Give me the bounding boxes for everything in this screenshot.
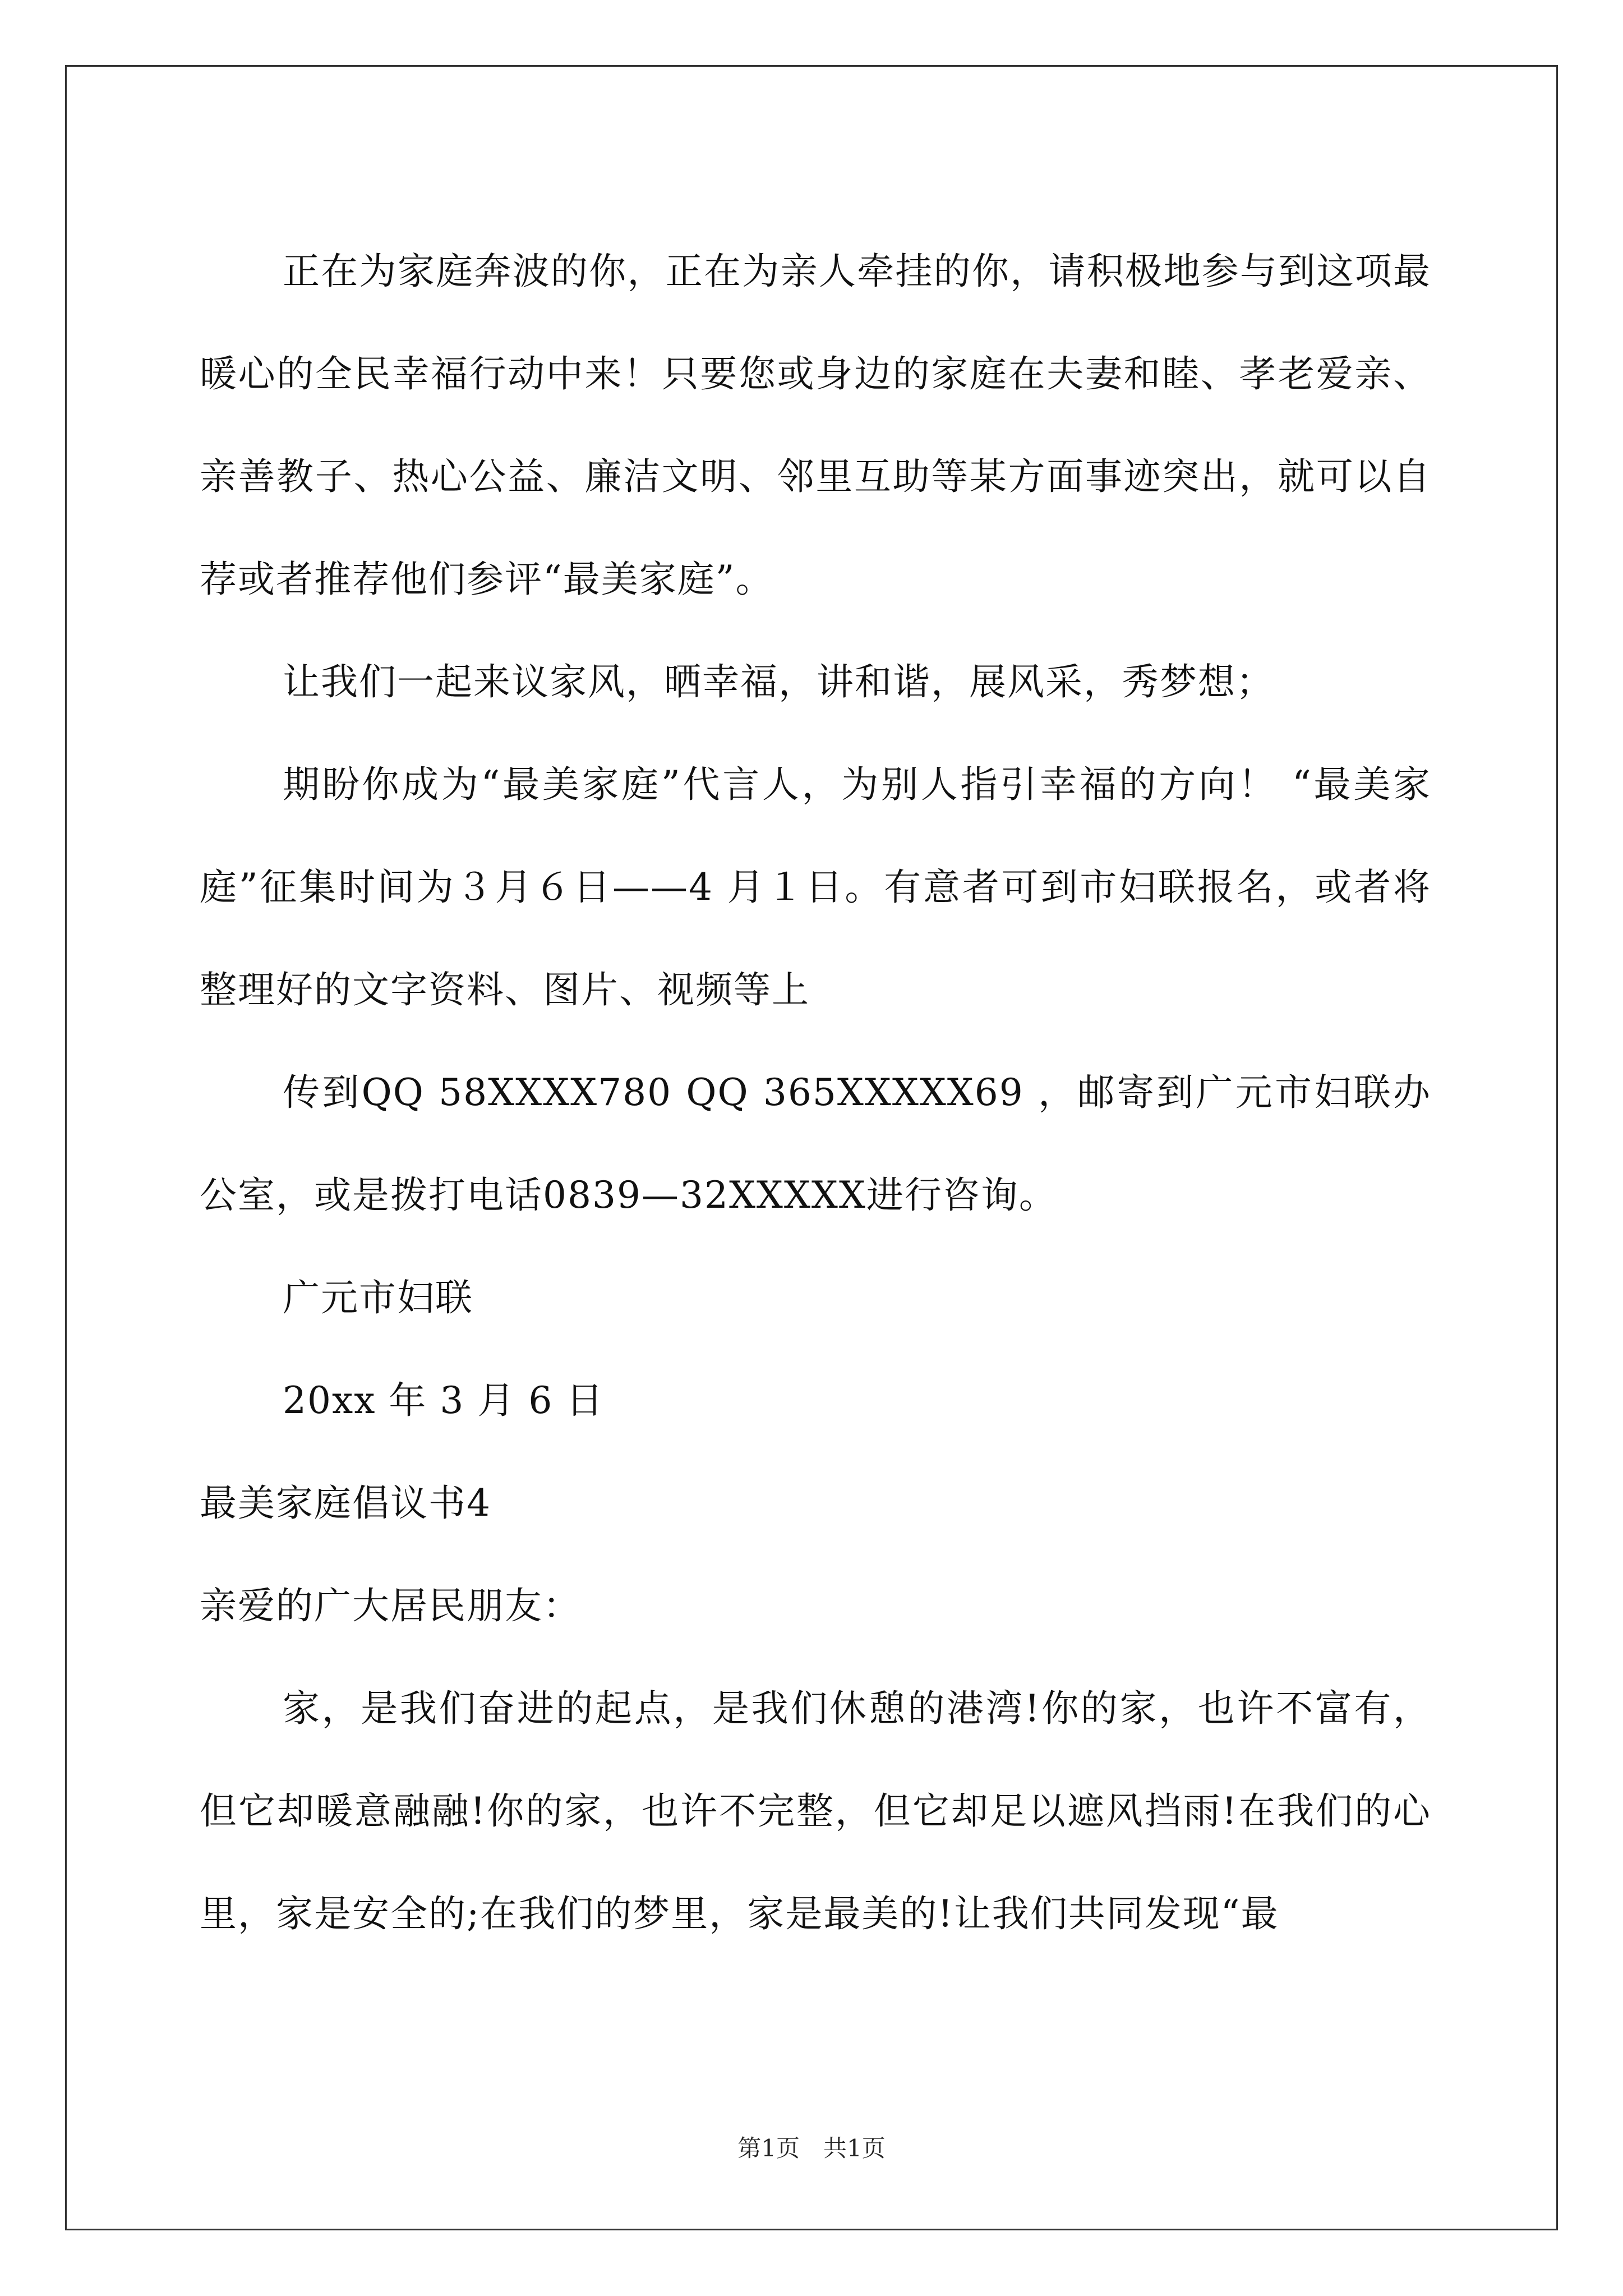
paragraph-slogan: 让我们一起来议家风，晒幸福，讲和谐，展风采，秀梦想； bbox=[283, 660, 1274, 703]
paragraph-home-intro: 家，是我们奋进的起点，是我们休憩的港湾!你的家，也许不富有，但它却暖意融融!你的家，也许不完整，但它却足以遮风挡雨!在我们的心里，家是安全的;在我们的梦里，家是最美的!让我们共同发现“最 bbox=[200, 1687, 1431, 1935]
paragraph-contact-info: 传到QQ 58XXXX780 QQ 365XXXXX69 ，邮寄到广元市妇联办公室，或是拨打电话0839—32XXXXX进行咨询。 bbox=[200, 1071, 1431, 1217]
page-number-footer: 第1页 共1页 bbox=[737, 2134, 886, 2162]
section-title: 最美家庭倡议书4 bbox=[200, 1481, 491, 1525]
signature-organization: 广元市妇联 bbox=[283, 1276, 473, 1319]
document-body bbox=[200, 220, 1431, 1965]
salutation: 亲爱的广大居民朋友： bbox=[200, 1584, 581, 1627]
signature-date: 20xx 年 3 月 6 日 bbox=[283, 1379, 605, 1422]
paragraph-collection-period: 期盼你成为“最美家庭”代言人，为别人指引幸福的方向！ “最美家庭”征集时间为３月６日——4 月１日。有意者可到市妇联报名，或者将整理好的文字资料、图片、视频等上 bbox=[200, 763, 1431, 1011]
paragraph-call-to-action: 正在为家庭奔波的你，正在为亲人牵挂的你，请积极地参与到这项最暖心的全民幸福行动中来！只要您或身边的家庭在夫妻和睦、孝老爱亲、亲善教子、热心公益、廉洁文明、邻里互助等某方面事迹突出，就可以自荐或者推荐他们参评“最美家庭”。 bbox=[200, 250, 1431, 601]
